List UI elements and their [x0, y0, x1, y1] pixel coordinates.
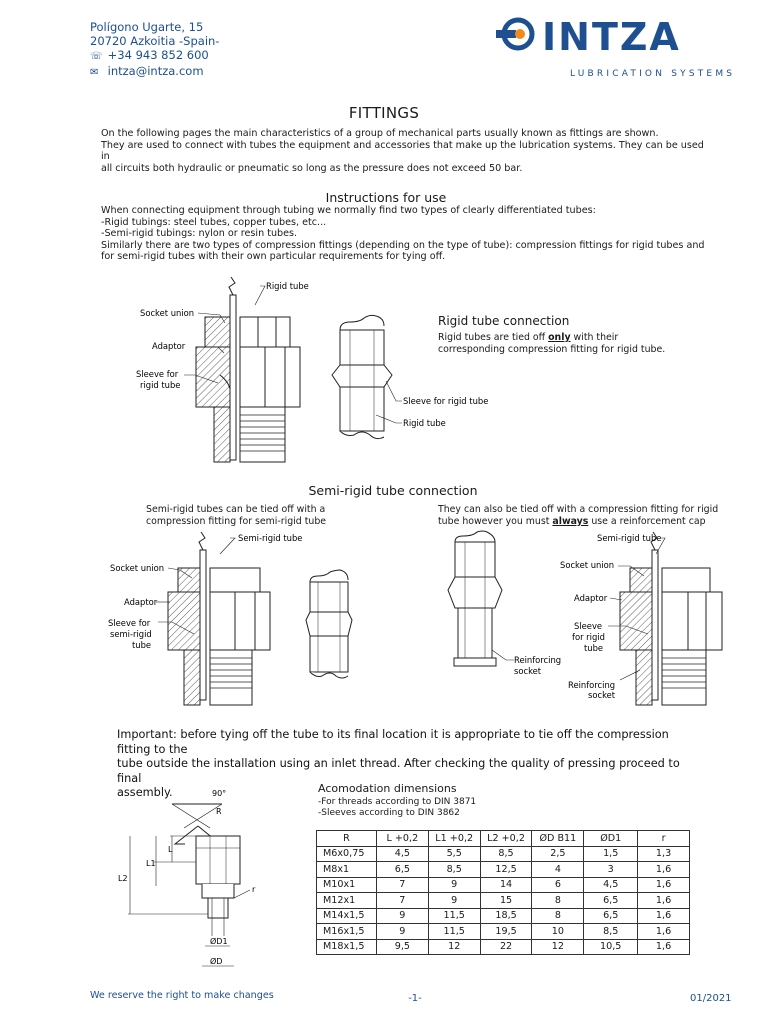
table-cell: 1,6: [638, 939, 690, 955]
label-socket-union-right: Socket union: [560, 560, 615, 570]
table-cell: 9: [428, 877, 480, 893]
table-cell: 8: [532, 908, 584, 924]
footer-page-number: -1-: [408, 993, 422, 1004]
semi-tube-sleeve-drawing: [306, 570, 352, 678]
table-cell: M10x1: [317, 877, 377, 893]
label-sleeve-line3: tube: [132, 640, 152, 650]
semi-left-text: [146, 504, 406, 527]
semi-fitting-section-right: [620, 532, 722, 705]
table-header-cell: R: [317, 831, 377, 847]
intro-line: On the following pages the main characteristics of a group of mechanical parts usually known as fittings are shown.: [101, 128, 659, 139]
table-cell: 19,5: [480, 924, 532, 940]
table-row: [317, 939, 690, 955]
footer-disclaimer: We reserve the right to make changes: [90, 990, 274, 1001]
table-cell: M18x1,5: [317, 939, 377, 955]
table-cell: 1,6: [638, 862, 690, 878]
important-line: assembly.: [117, 786, 173, 799]
table-cell: 1,6: [638, 893, 690, 909]
label-reinforcing-right-line1: Reinforcing: [568, 680, 616, 690]
table-header-cell: ØD1: [584, 831, 638, 847]
table-header-cell: r: [638, 831, 690, 847]
table-cell: 18,5: [480, 908, 532, 924]
dim-l-label: L: [168, 845, 173, 854]
table-cell: 10,5: [584, 939, 638, 955]
label-adaptor: Adaptor: [124, 597, 158, 607]
table-cell: M8x1: [317, 862, 377, 878]
table-cell: 8,5: [480, 846, 532, 862]
table-cell: 9,5: [376, 939, 428, 955]
table-row: [317, 893, 690, 909]
label-sleeve-right-line2: for rigid: [572, 632, 605, 642]
table-cell: 1,3: [638, 846, 690, 862]
table-cell: 4,5: [584, 877, 638, 893]
table-header-row: [317, 831, 690, 847]
important-line: tube outside the installation using an inlet thread. After checking the quality of pressing proceed to final: [117, 757, 680, 785]
table-cell: 12,5: [480, 862, 532, 878]
table-cell: 6,5: [584, 908, 638, 924]
rigid-text-part: Rigid tubes are tied off: [438, 332, 549, 343]
label-reinforcing-line1: Reinforcing: [514, 655, 562, 665]
table-row: [317, 877, 690, 893]
contact-block: [90, 20, 219, 80]
dimensions-notes: [318, 797, 476, 819]
table-cell: 7: [376, 877, 428, 893]
rigid-connection-title: Rigid tube connection: [438, 314, 570, 328]
phone-row: [90, 48, 219, 64]
table-cell: 12: [532, 939, 584, 955]
table-row: [317, 908, 690, 924]
table-row: [317, 862, 690, 878]
table-cell: 11,5: [428, 924, 480, 940]
label-adaptor: Adaptor: [152, 341, 186, 351]
table-cell: 4,5: [376, 846, 428, 862]
instructions-line: -Rigid tubings: steel tubes, copper tubes, etc...: [101, 216, 327, 228]
label-sleeve-line2: rigid tube: [140, 380, 181, 390]
rigid-text-line2: corresponding compression fitting for rigid tube.: [438, 343, 666, 355]
instructions-title: Instructions for use: [325, 190, 447, 205]
dimensions-title: Acomodation dimensions: [318, 782, 457, 795]
table-cell: M6x0,75: [317, 846, 377, 862]
table-cell: 2,5: [532, 846, 584, 862]
table-cell: 6,5: [376, 862, 428, 878]
email-row: [90, 64, 219, 80]
table-cell: 1,6: [638, 924, 690, 940]
logo-name: INTZA: [542, 15, 681, 59]
label-reinforcing-right-line2: socket: [588, 690, 616, 700]
page-title: FITTINGS: [348, 104, 420, 122]
label-socket-union: Socket union: [110, 563, 165, 573]
table-cell: 9: [376, 908, 428, 924]
table-header-cell: L1 +0,2: [428, 831, 480, 847]
semi-right-emphasis: always: [552, 515, 589, 527]
dim-l2-label: L2: [118, 874, 128, 883]
semi-rigid-title: Semi-rigid tube connection: [308, 483, 478, 498]
table-row: [317, 846, 690, 862]
instructions-line: Similarly there are two types of compression fittings (depending on the type of tube): compression fittings for rigid tubes and: [101, 239, 705, 251]
semi-right-line: They can also be tied off with a compression fitting for rigid: [438, 504, 719, 515]
label-sleeve-right-line3: tube: [584, 643, 604, 653]
label-rigid-tube: Rigid tube: [403, 418, 446, 428]
table-cell: 12: [428, 939, 480, 955]
table-cell: 8,5: [584, 924, 638, 940]
dimension-drawing: [110, 786, 285, 978]
table-cell: 4: [532, 862, 584, 878]
email-icon: ✉: [90, 67, 99, 78]
dim-r-label: R: [216, 807, 222, 816]
table-row: [317, 924, 690, 940]
semi-left-line: Semi-rigid tubes can be tied off with a: [146, 504, 326, 515]
table-cell: 6,5: [584, 893, 638, 909]
rigid-fitting-section: [196, 277, 300, 462]
label-sleeve-rigid-tube: Sleeve for rigid tube: [403, 396, 489, 406]
table-cell: 11,5: [428, 908, 480, 924]
label-semi-rigid-tube: Semi-rigid tube: [238, 533, 303, 543]
table-cell: 10: [532, 924, 584, 940]
rigid-text-part: with their: [570, 332, 619, 343]
table-cell: 14: [480, 877, 532, 893]
phone-number[interactable]: +34 943 852 600: [107, 48, 209, 62]
intro-line: They are used to connect with tubes the equipment and accessories that make up the lubrication systems. They can be used in: [101, 139, 704, 163]
dim-l1-label: L1: [146, 859, 156, 868]
dimensions-note: -Sleeves according to DIN 3862: [318, 808, 460, 818]
table-cell: 8,5: [428, 862, 480, 878]
instructions-line: When connecting equipment through tubing we normally find two types of clearly differentiated tubes:: [101, 205, 596, 216]
table-cell: M12x1: [317, 893, 377, 909]
table-cell: M14x1,5: [317, 908, 377, 924]
rigid-text-emphasis: only: [548, 332, 571, 343]
table-header-cell: L +0,2: [376, 831, 428, 847]
label-sleeve-line2: semi-rigid: [110, 629, 152, 639]
semi-right-part: use a reinforcement cap: [588, 515, 706, 527]
address-line1: Polígono Ugarte, 15: [90, 20, 204, 34]
semi-left-line: compression fitting for semi-rigid tube: [146, 515, 327, 527]
dimensions-note: -For threads according to DIN 3871: [318, 797, 477, 807]
table-cell: 3: [584, 862, 638, 878]
dim-angle-label: 90°: [212, 789, 227, 798]
table-cell: 7: [376, 893, 428, 909]
table-cell: 6: [532, 877, 584, 893]
label-adaptor-right: Adaptor: [574, 593, 608, 603]
rigid-tube-sleeve-drawing: [332, 315, 392, 438]
label-sleeve-line1: Sleeve for: [108, 618, 151, 628]
dim-od1-label: ØD1: [210, 937, 228, 946]
table-cell: 22: [480, 939, 532, 955]
intro-paragraph: [101, 128, 713, 174]
label-rigid-tube-top: Rigid tube: [266, 281, 309, 291]
intza-logo: [492, 12, 738, 82]
table-cell: M16x1,5: [317, 924, 377, 940]
address-line2: 20720 Azkoitia -Spain-: [90, 34, 220, 48]
semi-rigid-connection-drawing: [100, 530, 740, 720]
instructions-line: -Semi-rigid tubings: nylon or resin tubes.: [101, 228, 298, 240]
dimensions-table: [316, 830, 690, 955]
table-header-cell: ØD B11: [532, 831, 584, 847]
instructions-line: for semi-rigid tubes with their own particular requirements for tying off.: [101, 251, 446, 263]
label-sleeve-line1: Sleeve for: [136, 369, 179, 379]
semi-right-part: tube however you must: [438, 515, 553, 527]
rigid-connection-text: [438, 332, 738, 355]
table-cell: 9: [376, 924, 428, 940]
rigid-connection-drawing: [100, 275, 500, 470]
email-link[interactable]: intza@intza.com: [107, 64, 204, 78]
logo-tagline: LUBRICATION SYSTEMS: [570, 69, 736, 79]
intro-line: all circuits both hydraulic or pneumatic so long as the pressure does not exceed 50 bar.: [101, 162, 523, 174]
table-cell: 1,5: [584, 846, 638, 862]
logo-mark-icon: [496, 20, 532, 48]
table-cell: 15: [480, 893, 532, 909]
dim-od-label: ØD: [210, 957, 223, 966]
table-cell: 1,6: [638, 877, 690, 893]
label-sleeve-right-line1: Sleeve: [574, 621, 603, 631]
semi-fitting-section-left: [168, 532, 270, 705]
footer-date: 01/2021: [690, 993, 732, 1004]
table-cell: 8: [532, 893, 584, 909]
reinforced-tube-drawing: [448, 531, 502, 666]
table-cell: 5,5: [428, 846, 480, 862]
instructions-paragraph: [101, 205, 713, 263]
table-cell: 9: [428, 893, 480, 909]
phone-icon: ☏: [90, 51, 103, 62]
label-socket-union: Socket union: [140, 308, 195, 318]
semi-right-text: [438, 504, 738, 527]
label-semi-rigid-tube-right: Semi-rigid tube: [597, 533, 662, 543]
table-cell: 1,6: [638, 908, 690, 924]
dim-r-small-label: r: [252, 885, 256, 894]
important-line: Important: before tying off the tube to its final location it is appropriate to tie off the compression fitting to the: [117, 728, 669, 756]
table-header-cell: L2 +0,2: [480, 831, 532, 847]
label-reinforcing-line2: socket: [514, 666, 542, 676]
